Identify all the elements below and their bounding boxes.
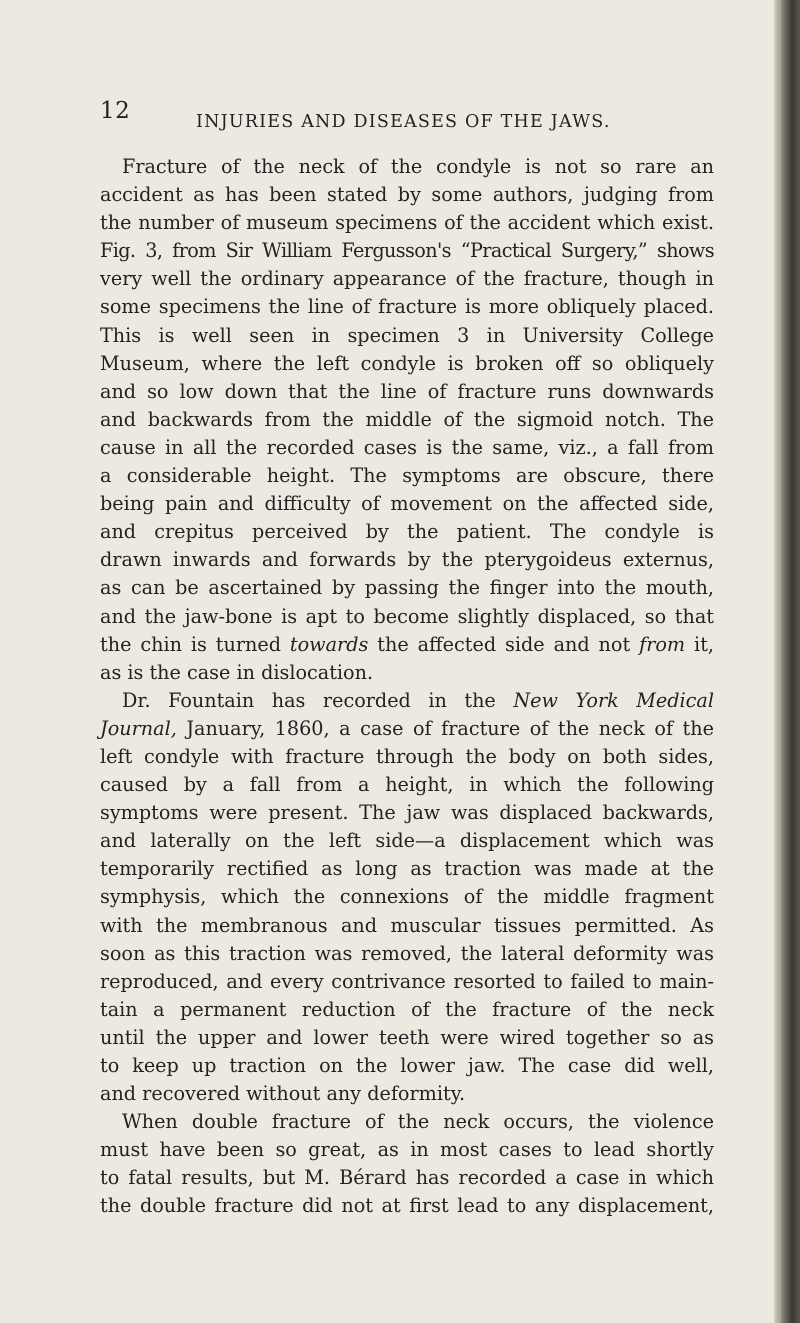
- text-line: When double fracture of the neck occurs, the violence: [122, 1110, 714, 1134]
- text-line: as can be ascertained by passing the finger into the mouth,: [100, 576, 714, 600]
- paragraph-end-line: and recovered without any deformity.: [100, 1082, 466, 1106]
- running-title: INJURIES AND DISEASES OF THE JAWS.: [196, 112, 611, 132]
- text-line: soon as this traction was removed, the lateral deformity was: [100, 941, 714, 965]
- text-line: Fig. 3, from Sir William Fergusson's “Practical Surgery,” shows: [100, 239, 714, 263]
- text-line: and the jaw-bone is apt to become slightly displaced, so that: [100, 604, 714, 628]
- text-line: very well the ordinary appearance of the fracture, though in: [100, 267, 714, 291]
- text-line: the double fracture did not at first lead to any displacement,: [100, 1194, 714, 1218]
- text-line: the number of museum specimens of the accident which exist.: [100, 211, 714, 235]
- text-run: the chin is turned: [100, 632, 290, 656]
- text-line: some specimens the line of fracture is more obliquely placed.: [100, 295, 714, 319]
- text-line: symptoms were present. The jaw was displaced backwards,: [100, 801, 714, 825]
- text-line: with the membranous and muscular tissues permitted. As: [100, 913, 714, 937]
- text-line: and laterally on the left side—a displacement which was: [100, 829, 714, 853]
- running-head: [100, 98, 680, 138]
- text-line: until the upper and lower teeth were wired together so as: [100, 1025, 714, 1049]
- text-line: must have been so great, as in most cases to lead shortly: [100, 1138, 714, 1162]
- paragraph-end-line: as is the case in dislocation.: [100, 660, 374, 684]
- text-line: reproduced, and every contrivance resorted to failed to main-: [100, 969, 714, 993]
- page-number: 12: [100, 98, 131, 124]
- text-line: symphysis, which the connexions of the middle fragment: [100, 885, 714, 909]
- text-line: Museum, where the left condyle is broken off so obliquely: [100, 351, 714, 375]
- journal-title: New York Medical: [513, 688, 715, 712]
- text-line: and backwards from the middle of the sigmoid notch. The: [100, 407, 714, 431]
- journal-title: Journal,: [100, 716, 177, 740]
- text-run: Dr. Fountain has recorded in the: [122, 688, 514, 712]
- page-edge-shadow: [774, 0, 800, 1323]
- text-line: a considerable height. The symptoms are obscure, there: [100, 464, 714, 488]
- body-text: [100, 153, 714, 1221]
- text-line-with-journal-title: [100, 687, 714, 715]
- text-line-with-journal-title: [100, 715, 714, 743]
- text-run: the affected side and not: [368, 632, 640, 656]
- text-run: January, 1860, a case of fracture of the neck of the: [176, 716, 714, 740]
- text-line: to keep up traction on the lower jaw. The case did well,: [100, 1054, 714, 1077]
- text-line: and crepitus perceived by the patient. The condyle is: [100, 520, 714, 544]
- text-line: temporarily rectified as long as traction was made at the: [100, 857, 714, 881]
- text-run: it,: [685, 632, 715, 656]
- emphasis-from: from: [639, 632, 686, 656]
- text-line: cause in all the recorded cases is the same, viz., a fall from: [100, 435, 714, 459]
- text-line: to fatal results, but M. Bérard has recorded a case in which: [100, 1166, 714, 1190]
- text-line-with-emphasis: [100, 631, 714, 659]
- text-line: Fracture of the neck of the condyle is not so rare an: [122, 155, 714, 178]
- text-line: left condyle with fracture through the body on both sides,: [100, 744, 714, 768]
- text-line: drawn inwards and forwards by the pterygoideus externus,: [100, 548, 714, 572]
- text-line: accident as has been stated by some authors, judging from: [100, 183, 714, 207]
- text-line: caused by a fall from a height, in which the following: [100, 773, 714, 797]
- text-line: This is well seen in specimen 3 in University College: [100, 323, 714, 347]
- emphasis-towards: towards: [289, 632, 369, 656]
- text-line: being pain and difficulty of movement on the affected side,: [100, 492, 714, 516]
- text-line: and so low down that the line of fracture runs downwards: [100, 379, 714, 403]
- text-line: tain a permanent reduction of the fracture of the neck: [100, 997, 714, 1021]
